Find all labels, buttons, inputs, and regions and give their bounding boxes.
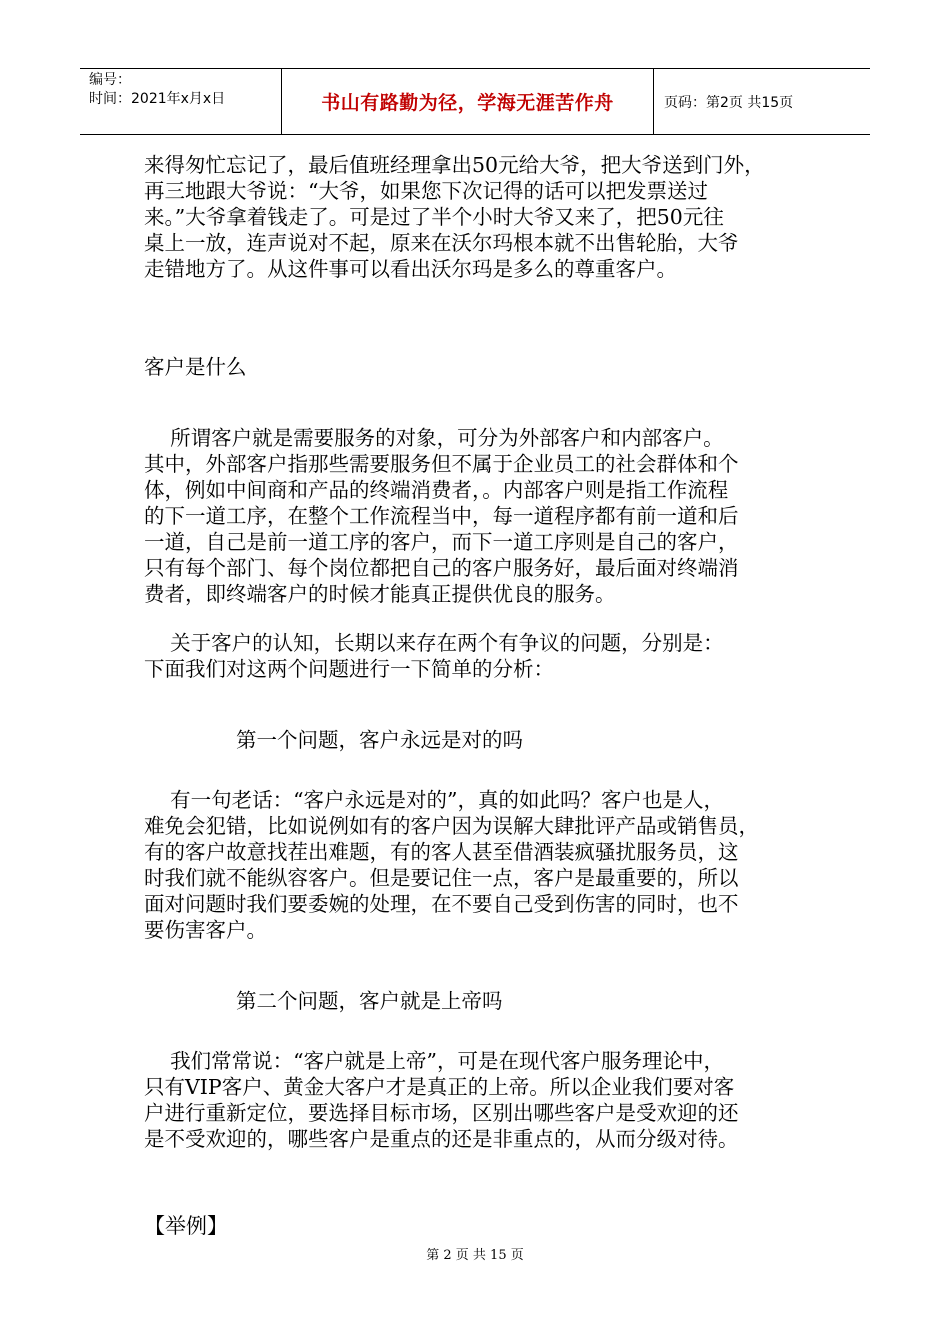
example-label: 【举例】 <box>144 1214 228 1238</box>
text-line: 费者，即终端客户的时候才能真正提供优良的服务。 <box>144 582 616 606</box>
text-line: 只有VIP客户、黄金大客户才是真正的上帝。所以企业我们要对客 <box>144 1075 735 1099</box>
text-line: 其中，外部客户指那些需要服务但不属于企业员工的社会群体和个 <box>144 452 739 476</box>
text-line: 走错地方了。从这件事可以看出沃尔玛是多么的尊重客户。 <box>144 257 677 281</box>
document-date: 时间：2021年x月x日 <box>89 91 226 107</box>
text-line: 下面我们对这两个问题进行一下简单的分析： <box>144 657 554 681</box>
question2-title: 第二个问题，客户就是上帝吗 <box>236 989 503 1013</box>
text-line: 时我们就不能纵容客户。但是要记住一点，客户是最重要的，所以 <box>144 866 739 890</box>
text-line: 户进行重新定位，要选择目标市场，区别出哪些客户是受欢迎的还 <box>144 1101 739 1125</box>
section-title: 客户是什么 <box>144 355 247 379</box>
text-line: 面对问题时我们要委婉的处理，在不要自己受到伤害的同时，也不 <box>144 892 739 916</box>
text-line: 来。”大爷拿着钱走了。可是过了半个小时大爷又来了，把50元往 <box>144 205 724 229</box>
question1-title: 第一个问题，客户永远是对的吗 <box>236 728 523 752</box>
header-page-info: 页码：第2页 共15页 <box>664 94 794 111</box>
text-line: 一道，自己是前一道工序的客户，而下一道工序则是自己的客户， <box>144 530 739 554</box>
text-line: 再三地跟大爷说：“大爷，如果您下次记得的话可以把发票送过 <box>144 179 708 203</box>
text-line: 桌上一放，连声说对不起，原来在沃尔玛根本就不出售轮胎，大爷 <box>144 231 739 255</box>
text-line: 关于客户的认知，长期以来存在两个有争议的问题，分别是： <box>144 631 724 655</box>
document-number-label: 编号： <box>89 72 131 88</box>
header-meta <box>80 69 282 134</box>
question1-paragraph <box>144 787 810 943</box>
text-line: 所谓客户就是需要服务的对象，可分为外部客户和内部客户。 <box>144 426 724 450</box>
text-line: 要伤害客户。 <box>144 918 267 942</box>
text-line: 有的客户故意找茬出难题，有的客人甚至借酒装疯骚扰服务员，这 <box>144 840 739 864</box>
definition-paragraph <box>144 425 810 607</box>
page-footer: 第 2 页 共 15 页 <box>426 1248 524 1263</box>
page-header <box>80 68 870 135</box>
text-line: 的下一道工序，在整个工作流程当中，每一道程序都有前一道和后 <box>144 504 739 528</box>
text-line: 来得匆忙忘记了，最后值班经理拿出50元给大爷，把大爷送到门外， <box>144 153 765 177</box>
text-line: 是不受欢迎的，哪些客户是重点的还是非重点的，从而分级对待。 <box>144 1127 739 1151</box>
document-body <box>144 152 810 1239</box>
header-motto: 书山有路勤为径，学海无涯苦作舟 <box>282 69 654 134</box>
text-line: 难免会犯错，比如说例如有的客户因为误解大肆批评产品或销售员， <box>144 814 759 838</box>
question2-paragraph <box>144 1048 810 1152</box>
text-line: 我们常常说：“客户就是上帝”，可是在现代客户服务理论中， <box>144 1049 725 1073</box>
intro-paragraph <box>144 152 810 282</box>
text-line: 体，例如中间商和产品的终端消费者，。内部客户则是指工作流程 <box>144 478 729 502</box>
issues-paragraph <box>144 630 810 682</box>
text-line: 只有每个部门、每个岗位都把自己的客户服务好，最后面对终端消 <box>144 556 739 580</box>
text-line: 有一句老话：“客户永远是对的”，真的如此吗？客户也是人， <box>144 788 725 812</box>
